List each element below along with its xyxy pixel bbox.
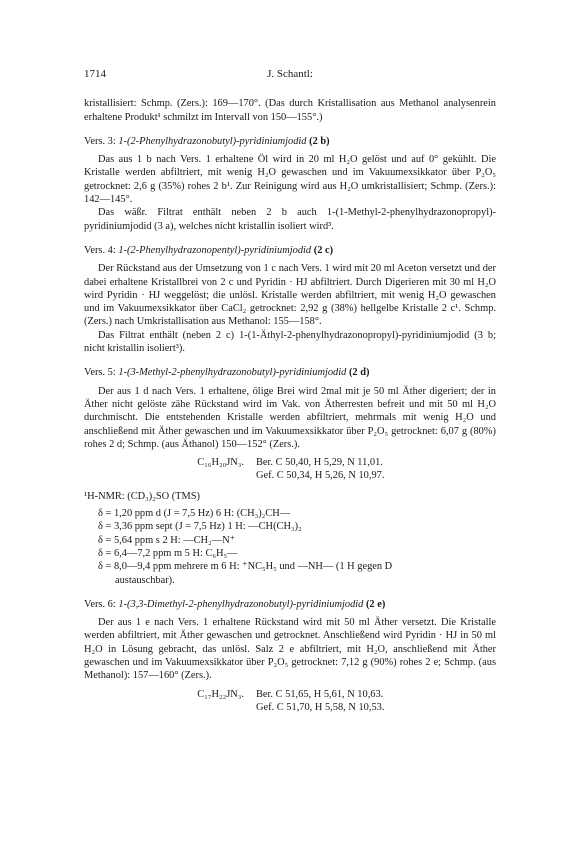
procedure-paragraph: Das wäßr. Filtrat enthält neben 2 b auch 1-(1-Methyl-2-phenylhydrazonopropyl)-pyridiniumjodid (3 a), welches nicht kristallin isoliert wird³. (84, 207, 496, 232)
section-heading (84, 366, 496, 379)
section-vers-5 (84, 366, 496, 586)
section-label: Vers. 6: (84, 598, 116, 610)
compound-title: 1-(3-Methyl-2-phenylhydrazonobutyl)-pyridiniumjodid (118, 367, 347, 379)
nmr-signal: δ = 8,0—9,4 ppm mehrere m 6 H: ⁺NC₅H₅ und —NH— (1 H gegen D (98, 561, 393, 573)
page-number: 1714 (84, 68, 106, 80)
analysis-values (256, 688, 384, 715)
section-vers-4 (84, 244, 496, 355)
journal-page (84, 68, 496, 714)
section-heading (84, 135, 496, 148)
page-header (84, 68, 496, 81)
compound-number: (2 b) (309, 135, 330, 147)
procedure-paragraph: Das Filtrat enthält (neben 2 c) 1-(1-Äthyl-2-phenylhydrazonopropyl)-pyridiniumjodid (3 b; nicht kristallin isoliert³). (84, 329, 496, 355)
molecular-formula: C₁₆H₂₀JN₃. (197, 457, 244, 469)
analysis-calculated: Ber. C 51,65, H 5,61, N 10,63. (256, 688, 384, 700)
analysis-found: Gef. C 50,34, H 5,26, N 10,97. (256, 470, 385, 482)
compound-number: (2 e) (365, 598, 386, 610)
procedure-paragraph: Der aus 1 e nach Vers. 1 erhaltene Rückstand wird mit 50 ml Äther versetzt. Die Kristalle werden abfiltriert, mit Äther gewaschen und getrocknet. Anschließend wird Pyridin · HJ in 50 ml H₂O in Lösung gebracht, das unlösl. Salz 2 e abfiltriert, mit H₂O, anschließend mit Äther gewaschen und im Vakuumexsikkator über P₂O₅ getrocknet: 7,12 g (90%) rohes 2 e; Schmp. (aus Methanol): 157—160° (Zers.). (84, 617, 496, 682)
procedure-paragraph: Das aus 1 b nach Vers. 1 erhaltene Öl wird in 20 ml H₂O gelöst und auf 0° gekühlt. Die Kristalle werden abfiltriert, mit wenig H₂O gewaschen und im Vakuumexsikkator über P₂O₅ getrocknet: 2,6 g (35%) rohes 2 b¹. Zur Reinigung wird aus H₂O umkristallisiert; Schmp. (Zers.): 142—145°. (84, 154, 496, 206)
compound-title: 1-(2-Phenylhydrazonopentyl)-pyridiniumjodid (118, 244, 312, 256)
compound-number: (2 c) (313, 244, 334, 256)
molecular-formula: C₁₇H₂₂JN₃. (197, 688, 244, 700)
intro-paragraph: kristallisiert: Schmp. (Zers.): 169—170°. (Das durch Kristallisation aus Methanol analysenrein erhaltene Produkt¹ schmilzt im Intervall von 150—155°.) (84, 98, 496, 123)
nmr-signal: δ = 6,4—7,2 ppm m 5 H: C₆H₅— (98, 547, 238, 559)
section-heading (84, 244, 496, 257)
elemental-analysis (84, 688, 496, 715)
analysis-values (256, 456, 384, 483)
nmr-signal-continuation: austauschbar). (115, 574, 175, 586)
analysis-calculated: Ber. C 50,40, H 5,29, N 11,01. (256, 457, 383, 469)
section-vers-6 (84, 598, 496, 714)
section-label: Vers. 4: (84, 244, 116, 256)
procedure-paragraph: Der aus 1 d nach Vers. 1 erhaltene, ölige Brei wird 2mal mit je 50 ml Äther digeriert; der in Äther nicht gelöste zähe Rückstand wird im Vak. von Ätherresten befreit und mit 50 ml H₂O durchmischt. Die entstehenden Kristalle werden abfiltriert, mehrmals mit wenig H₂O und anschließend mit Äther gewaschen und im Vakuumexsikkator über P₂O₅ getrocknet: 6,07 g (80%) rohes 2 d; Schmp. (aus Äthanol) 150—152° (Zers.). (84, 385, 496, 450)
section-vers-3 (84, 135, 496, 233)
running-author: J. Schantl: (267, 68, 313, 80)
nmr-signal: δ = 5,64 ppm s 2 H: —CH₂—N⁺ (98, 534, 236, 546)
compound-title: 1-(3,3-Dimethyl-2-phenylhydrazonobutyl)-pyridiniumjodid (118, 598, 364, 610)
compound-title: 1-(2-Phenylhydrazonobutyl)-pyridiniumjodid (118, 135, 307, 147)
analysis-found: Gef. C 51,70, H 5,58, N 10,53. (256, 701, 385, 713)
nmr-block (84, 490, 496, 587)
compound-number: (2 d) (348, 367, 370, 379)
section-label: Vers. 3: (84, 135, 116, 147)
nmr-signal: δ = 1,20 ppm d (J = 7,5 Hz) 6 H: (CH₃)₂CH— (98, 508, 291, 520)
section-heading (84, 598, 496, 611)
nmr-signal: δ = 3,36 ppm sept (J = 7,5 Hz) 1 H: —CH(CH₃)₂ (98, 521, 302, 533)
procedure-paragraph: Der Rückstand aus der Umsetzung von 1 c nach Vers. 1 wird mit 20 ml Aceton versetzt und der dabei erhaltene Kristallbrei von 2 c und Pyridin · HJ abfiltriert. Durch Digerieren mit 30 ml H₂O wird Pyridin · HJ weggelöst; die unlösl. Kristalle werden abfiltriert, mit wenig H₂O gewaschen und im Vakuumexsikkator über CaCl₂ getrocknet: 2,92 g (38%) hellgelbe Kristalle 2 c¹. Schmp. (Zers.) nach Umkristallisation aus Methanol: 155—158°. (84, 263, 496, 328)
section-label: Vers. 5: (84, 367, 116, 379)
nmr-heading: ¹H-NMR: (CD₃)₂SO (TMS) (84, 490, 201, 502)
elemental-analysis (84, 456, 496, 483)
